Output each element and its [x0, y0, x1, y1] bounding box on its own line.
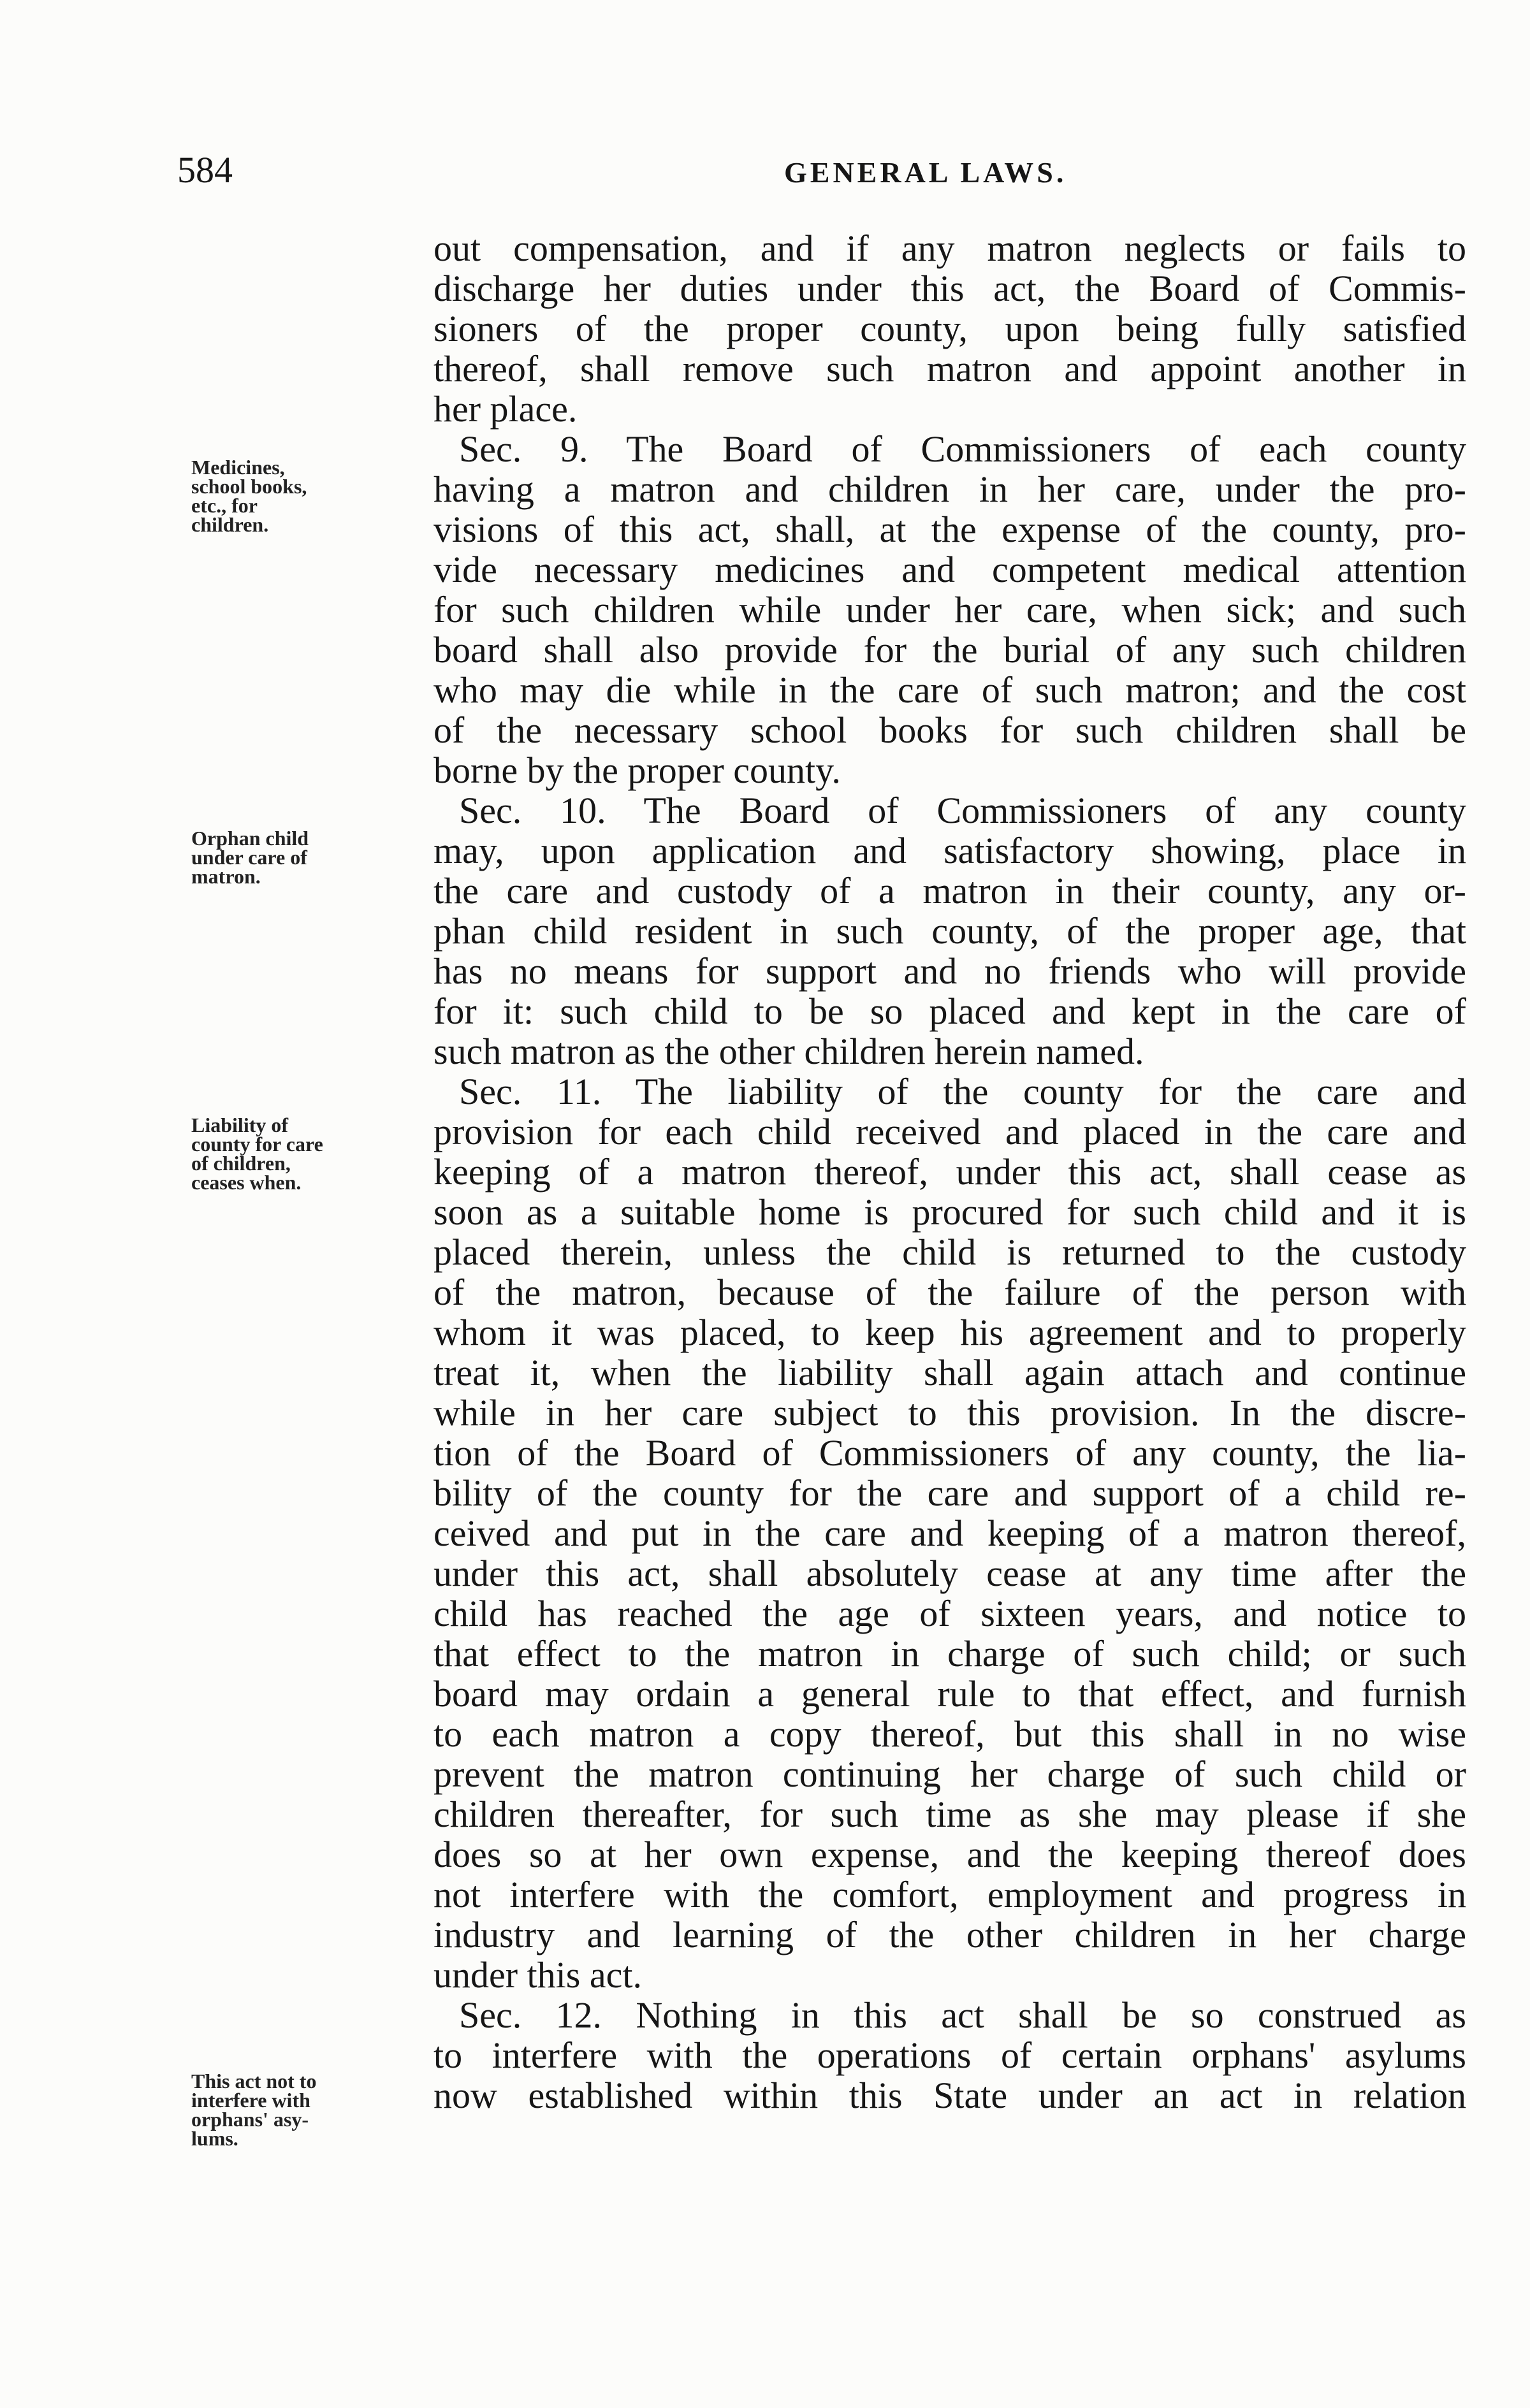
text-line: soon as a suitable home is procured for such child and it is	[433, 1191, 1466, 1233]
text-line: visions of this act, shall, at the expense of the county, pro-	[433, 509, 1466, 550]
text-line: placed therein, unless the child is returned to the custody	[433, 1231, 1466, 1273]
section-11-heading-line: Sec. 11. The liability of the county for the care and	[459, 1071, 1466, 1112]
text-line: that effect to the matron in charge of such child; or such	[433, 1633, 1466, 1674]
text-line: vide necessary medicines and competent medical attention	[433, 549, 1466, 590]
text-line: having a matron and children in her care, under the pro-	[433, 468, 1466, 510]
margin-note-line: ceases when.	[191, 1171, 302, 1194]
margin-note-line: of children,	[191, 1152, 291, 1175]
text-line: does so at her own expense, and the keeping thereof does	[433, 1834, 1466, 1875]
margin-note-line: This act not to	[191, 2070, 317, 2092]
margin-note-line: interfere with	[191, 2089, 310, 2112]
section-12-heading-line: Sec. 12. Nothing in this act shall be so construed as	[459, 1994, 1466, 2036]
margin-note-line: lums.	[191, 2127, 238, 2150]
section-10-heading-line: Sec. 10. The Board of Commissioners of any county	[459, 790, 1466, 831]
text-line: phan child resident in such county, of the proper age, that	[433, 910, 1466, 952]
text-line: board shall also provide for the burial of any such children	[433, 629, 1466, 671]
text-line: bility of the county for the care and support of a child re-	[433, 1472, 1466, 1514]
text-line: her place.	[433, 388, 578, 430]
text-line: treat it, when the liability shall again attach and continue	[433, 1352, 1466, 1393]
text-line: who may die while in the care of such matron; and the cost	[433, 669, 1466, 711]
text-line: now established within this State under an act in relation	[433, 2075, 1466, 2116]
margin-note-line: children.	[191, 513, 269, 536]
text-line: has no means for support and no friends who will provide	[433, 950, 1466, 992]
margin-note-liability	[191, 1115, 408, 1192]
margin-note-orphan-child	[191, 829, 408, 886]
text-line: tion of the Board of Commissioners of any county, the lia-	[433, 1432, 1466, 1474]
text-line: while in her care subject to this provision. In the discre-	[433, 1392, 1466, 1433]
margin-note-orphans-asylums	[191, 2071, 408, 2148]
text-line: borne by the proper county.	[433, 750, 841, 791]
text-line: industry and learning of the other children in her charge	[433, 1914, 1466, 1955]
margin-note-line: Orphan child	[191, 827, 309, 850]
running-head: GENERAL LAWS.	[784, 156, 1067, 189]
text-line: children thereafter, for such time as she may please if she	[433, 1794, 1466, 1835]
text-line: of the necessary school books for such children shall be	[433, 709, 1466, 751]
margin-note-line: Liability of	[191, 1113, 289, 1136]
text-line: discharge her duties under this act, the Board of Commis-	[433, 268, 1466, 309]
text-line: out compensation, and if any matron neglects or fails to	[433, 228, 1466, 269]
text-line: provision for each child received and placed in the care and	[433, 1111, 1466, 1152]
text-line: to interfere with the operations of certain orphans' asylums	[433, 2034, 1466, 2076]
text-line: whom it was placed, to keep his agreement and to properly	[433, 1312, 1466, 1353]
text-line: not interfere with the comfort, employment and progress in	[433, 1874, 1466, 1915]
margin-note-line: matron.	[191, 865, 261, 888]
text-line: to each matron a copy thereof, but this shall in no wise	[433, 1713, 1466, 1755]
text-line: such matron as the other children herein named.	[433, 1031, 1144, 1072]
text-line: the care and custody of a matron in their county, any or-	[433, 870, 1466, 911]
margin-note-line: under care of	[191, 846, 307, 869]
text-line: thereof, shall remove such matron and appoint another in	[433, 348, 1466, 389]
margin-note-medicines	[191, 458, 408, 534]
text-line: prevent the matron continuing her charge of such child or	[433, 1753, 1466, 1795]
margin-note-line: orphans' asy-	[191, 2108, 309, 2131]
text-line: board may ordain a general rule to that effect, and furnish	[433, 1673, 1466, 1715]
section-9-heading-line: Sec. 9. The Board of Commissioners of each county	[459, 428, 1466, 470]
text-line: keeping of a matron thereof, under this act, shall cease as	[433, 1151, 1466, 1193]
margin-note-line: county for care	[191, 1133, 323, 1156]
text-line: of the matron, because of the failure of the person with	[433, 1272, 1466, 1313]
text-line: sioners of the proper county, upon being fully satisfied	[433, 308, 1466, 349]
margin-note-line: Medicines,	[191, 456, 285, 479]
text-line: for it: such child to be so placed and kept in the care of	[433, 990, 1466, 1032]
text-line: under this act.	[433, 1954, 642, 1996]
text-line: ceived and put in the care and keeping of a matron thereof,	[433, 1512, 1466, 1554]
text-line: for such children while under her care, when sick; and such	[433, 589, 1466, 630]
text-line: may, upon application and satisfactory showing, place in	[433, 830, 1466, 871]
text-line: child has reached the age of sixteen years, and notice to	[433, 1593, 1466, 1634]
text-line: under this act, shall absolutely cease at any time after the	[433, 1553, 1466, 1594]
page-number: 584	[177, 149, 233, 191]
body-text	[433, 228, 1466, 2115]
margin-note-line: etc., for	[191, 494, 258, 517]
margin-note-line: school books,	[191, 475, 307, 498]
